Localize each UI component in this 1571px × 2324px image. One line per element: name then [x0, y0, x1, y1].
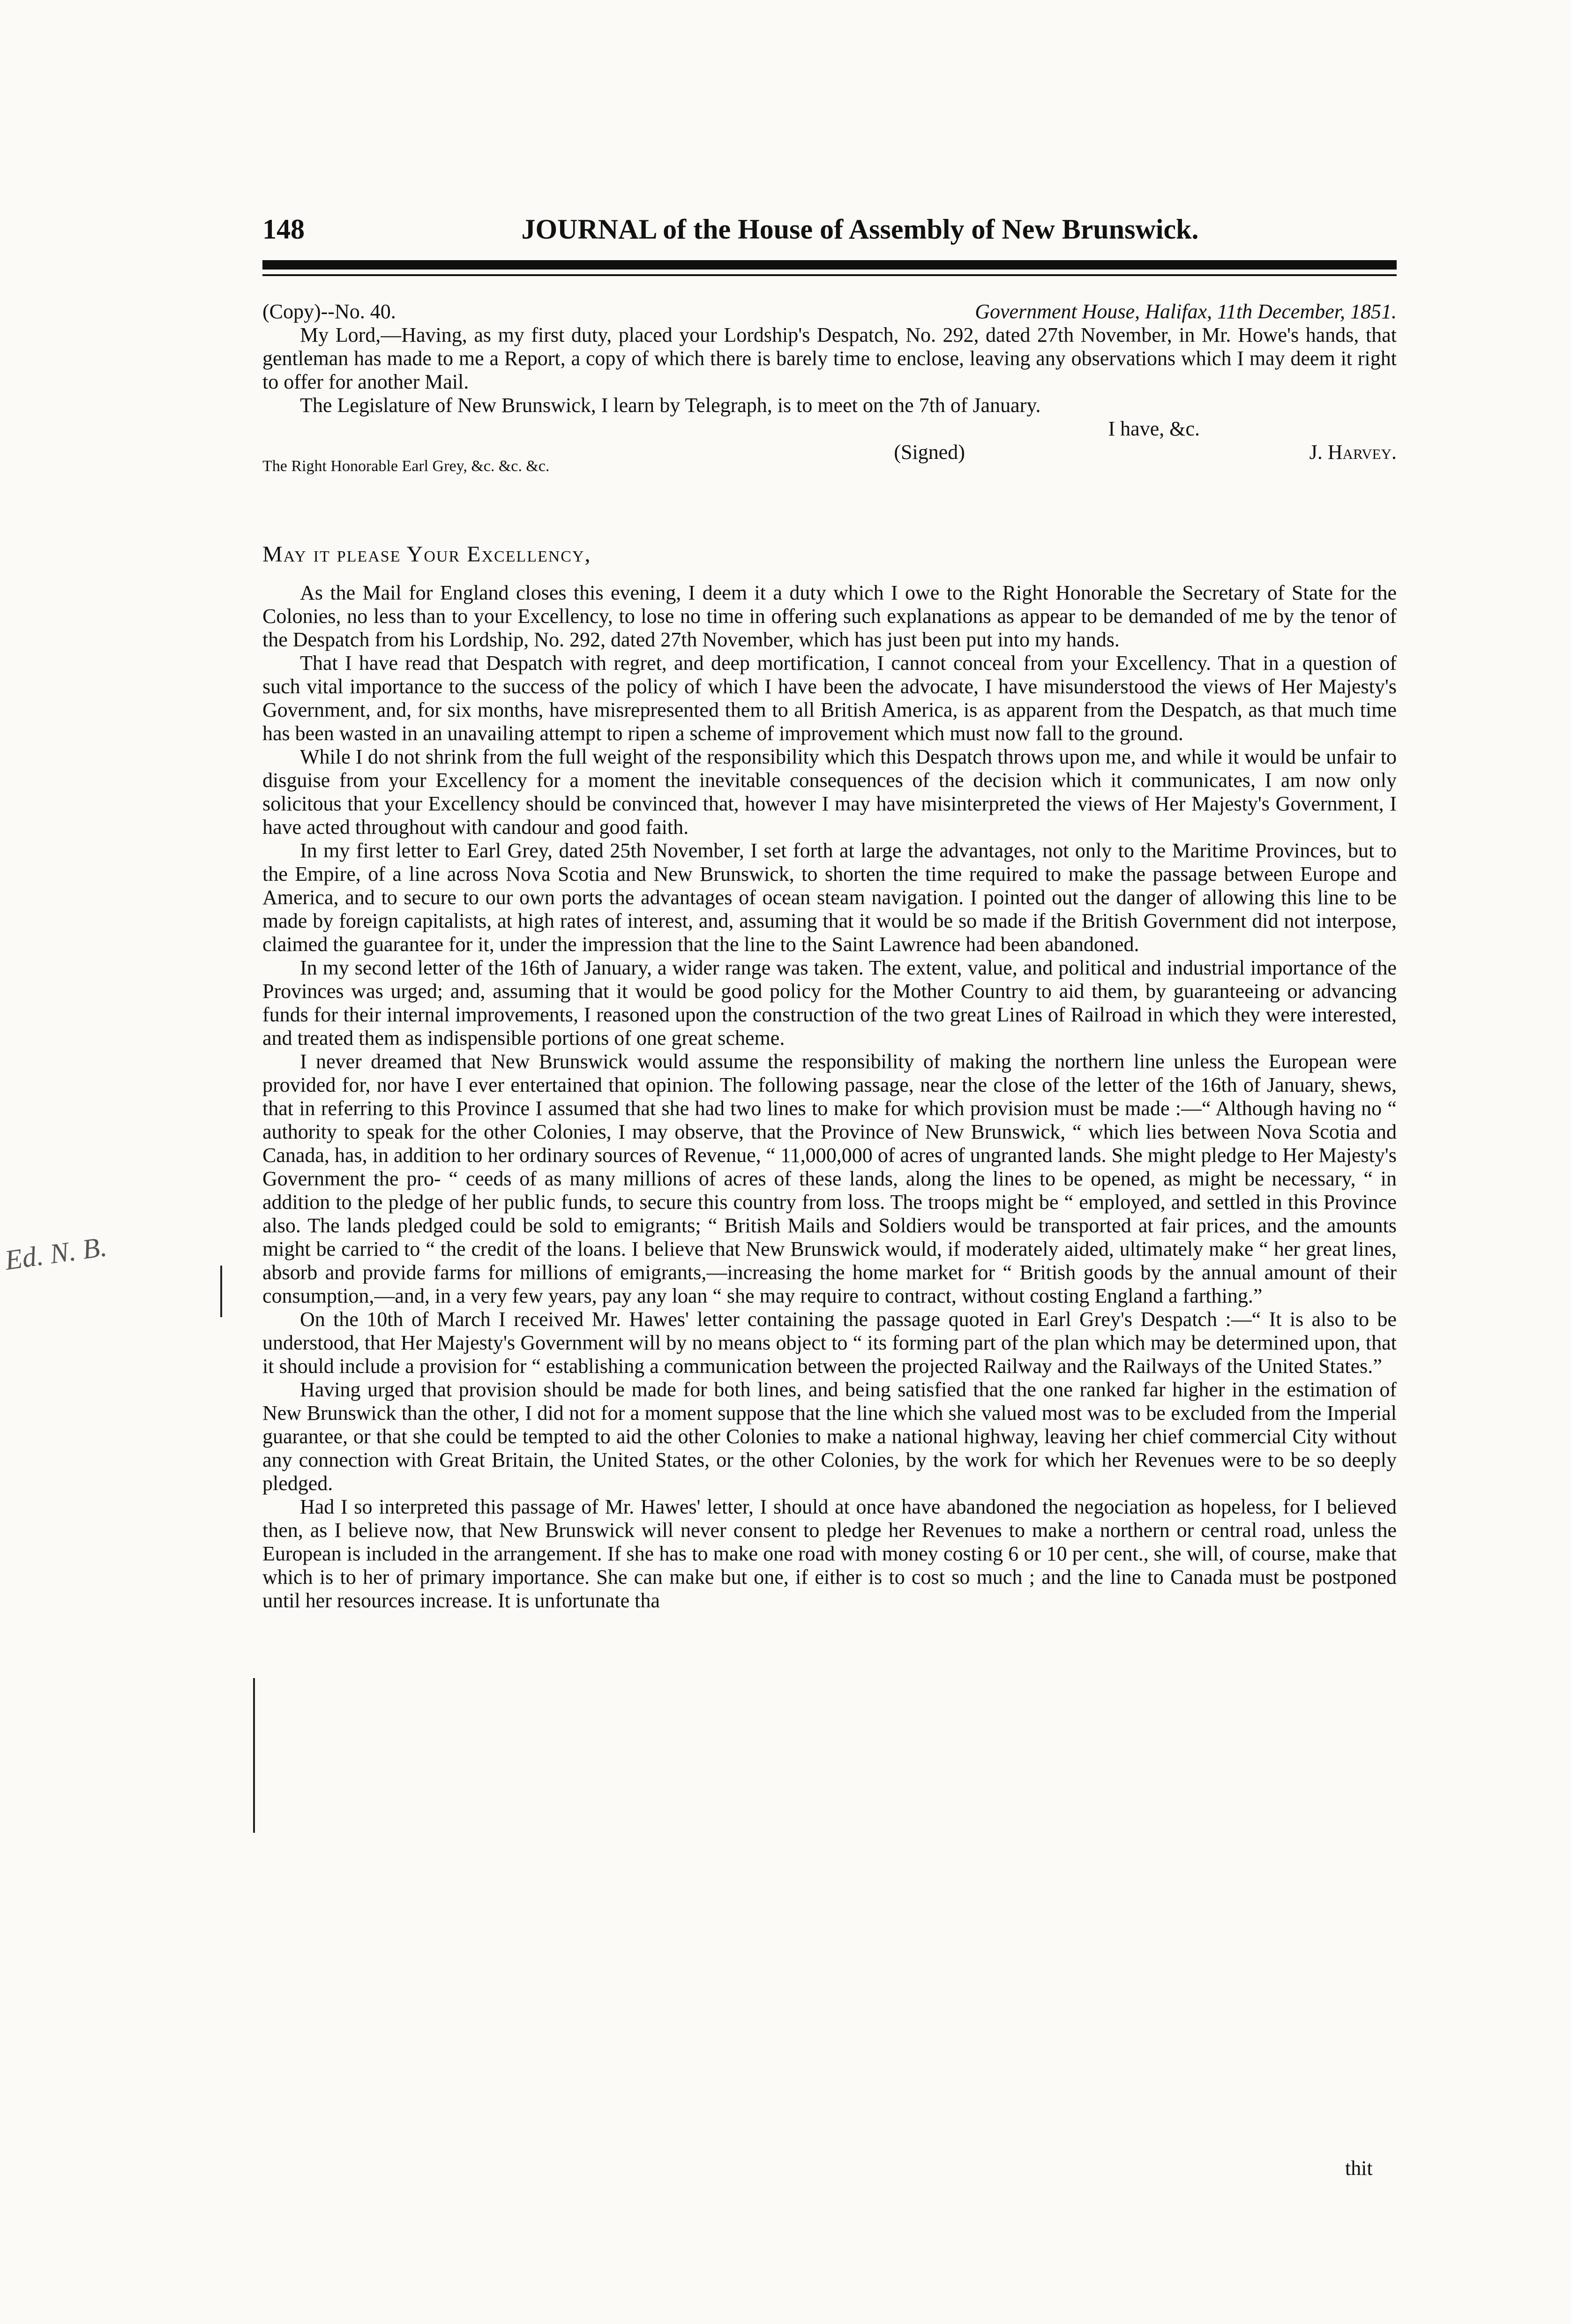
letter-paragraph: The Legislature of New Brunswick, I learn by Telegraph, is to meet on the 7th of January.	[300, 394, 1041, 417]
margin-pencil-mark	[220, 1266, 222, 1317]
signature-row	[262, 441, 1397, 478]
header-rule-thick	[262, 260, 1397, 270]
report-paragraph: As the Mail for England closes this evening, I deem it a duty which I owe to the Right Honorable the Secretary of State for the Colonies, no less than to your Excellency, to lose no time in offering such explanations as appear to be demanded of me by the tenor of the Despatch from his Lordship, No. 292, dated 27th November, which has just been put into my hands.	[262, 581, 1397, 651]
catchword: thit	[1345, 2157, 1373, 2180]
copy-number: (Copy)--No. 40.	[262, 300, 396, 323]
header-rule-thin	[262, 274, 1397, 276]
letter-heading	[262, 300, 1397, 323]
dateline: Government House, Halifax, 11th December, 1851.	[975, 300, 1397, 323]
letter-block	[262, 300, 1397, 478]
report-paragraph: That I have read that Despatch with regret, and deep mortification, I cannot conceal from your Excellency. That in a question of such vital importance to the success of the policy of which I have been the advocate, I have misunderstood the views of Her Majesty's Government, and, for six months, have misrepresented them to all British America, is as apparent from the Despatch, as that much time has been wasted in an unavailing attempt to ripen a scheme of improvement which must now fall to the ground.	[262, 652, 1397, 745]
report-paragraph: In my first letter to Earl Grey, dated 25th November, I set forth at large the advantages, not only to the Maritime Provinces, but to the Empire, of a line across Nova Scotia and New Brunswick, to shorten the time required to make the passage between Europe and America, and to secure to our own ports the advantages of ocean steam navigation. I pointed out the danger of allowing this line to be made by foreign capitalists, at high rates of interest, and, assuming that it would be so made if the British Government did not interpose, claimed the guarantee for it, under the impression that the line to the Saint Lawrence had been abandoned.	[262, 839, 1397, 956]
letter-closing: I have, &c.	[1108, 417, 1200, 440]
page-header	[262, 213, 1397, 246]
report-paragraph: On the 10th of March I received Mr. Hawes' letter containing the passage quoted in Earl Grey's Despatch :—“ It is also to be understood, that Her Majesty's Government will by no means object to “ its forming part of the plan which may be determined upon, that it should include a provision for “ establishing a communication between the projected Railway and the Railways of the United States.”	[262, 1308, 1397, 1378]
report-salutation: May it please Your Excellency,	[262, 542, 591, 567]
page-number: 148	[262, 214, 305, 245]
report-paragraph: Had I so interpreted this passage of Mr. Hawes' letter, I should at once have abandoned the negociation as hopeless, for I believed then, as I believe now, that New Brunswick will never consent to pledge her Revenues to make a northern or central road, unless the European is included in the arrangement. If she has to make one road with money costing 6 or 10 per cent., she will, of course, make that which is to her of primary importance. She can make but one, if either is to cost so much ; and the line to Canada must be postponed until her resources increase. It is unfortunate tha	[262, 1495, 1397, 1612]
report-body	[262, 581, 1397, 1612]
letter-paragraph: My Lord,—Having, as my first duty, placed your Lordship's Despatch, No. 292, dated 27th November, in Mr. Howe's hands, that gentleman has made to me a Report, a copy of which there is barely time to enclose, leaving any observations which I may deem it right to offer for another Mail.	[262, 323, 1397, 393]
signed-label: (Signed)	[894, 441, 965, 464]
running-title: JOURNAL of the House of Assembly of New Brunswick.	[521, 214, 1199, 245]
report-paragraph: While I do not shrink from the full weight of the responsibility which this Despatch throws upon me, and while it would be unfair to disguise from your Excellency for a moment the inevitable consequences of the decision which it communicates, I am now only solicitous that your Excellency should be convinced that, however I may have misinterpreted the views of Her Majesty's Government, I have acted throughout with candour and good faith.	[262, 745, 1397, 839]
report-paragraph: Having urged that provision should be made for both lines, and being satisfied that the one ranked far higher in the estimation of New Brunswick than the other, I did not for a moment suppose that the line which she valued most was to be excluded from the Imperial guarantee, or that she could be tempted to aid the other Colonies to make a national highway, leaving her chief commercial City without any connection with Great Britain, the United States, or the other Colonies, by the work for which her Revenues were to be so deeply pledged.	[262, 1378, 1397, 1495]
report-paragraph: I never dreamed that New Brunswick would assume the responsibility of making the northern line unless the European were provided for, nor have I ever entertained that opinion. The following passage, near the close of the letter of the 16th of January, shews, that in referring to this Province I assumed that she had two lines to make for which provision must be made :—“ Although having no “ authority to speak for the other Colonies, I may observe, that the Province of New Brunswick, “ which lies between Nova Scotia and Canada, has, in addition to her ordinary sources of Revenue, “ 11,000,000 of acres of ungranted lands. She might pledge to Her Majesty's Government the pro- “ ceeds of as many millions of acres of these lands, along the lines to be opened, as might be necessary, “ in addition to the pledge of her public funds, to secure this country from loss. The troops might be “ employed, and settled in this Province also. The lands pledged could be sold to emigrants; “ British Mails and Soldiers would be transported at fair prices, and the amounts might be carried to “ the credit of the loans. I believe that New Brunswick would, if moderately aided, ultimately make “ her great lines, absorb and provide farms for millions of emigrants,—increasing the home market for “ British goods by the annual amount of their consumption,—and, in a very few years, pay any loan “ she may require to contract, without costing England a farthing.”	[262, 1050, 1397, 1307]
margin-bracket-mark	[253, 1678, 255, 1833]
signature: J. Harvey.	[1309, 441, 1397, 464]
addressee: The Right Honorable Earl Grey, &c. &c. &c.	[262, 457, 550, 475]
handwritten-margin-note: Ed. N. B.	[3, 1231, 109, 1276]
report-paragraph: In my second letter of the 16th of January, a wider range was taken. The extent, value, and political and industrial importance of the Provinces was urged; and, assuming that it would be good policy for the Mother Country to aid them, by guaranteeing or advancing funds for their internal improvements, I reasoned upon the construction of the two great Lines of Railroad in which they were interested, and treated them as indispensible portions of one great scheme.	[262, 956, 1397, 1050]
